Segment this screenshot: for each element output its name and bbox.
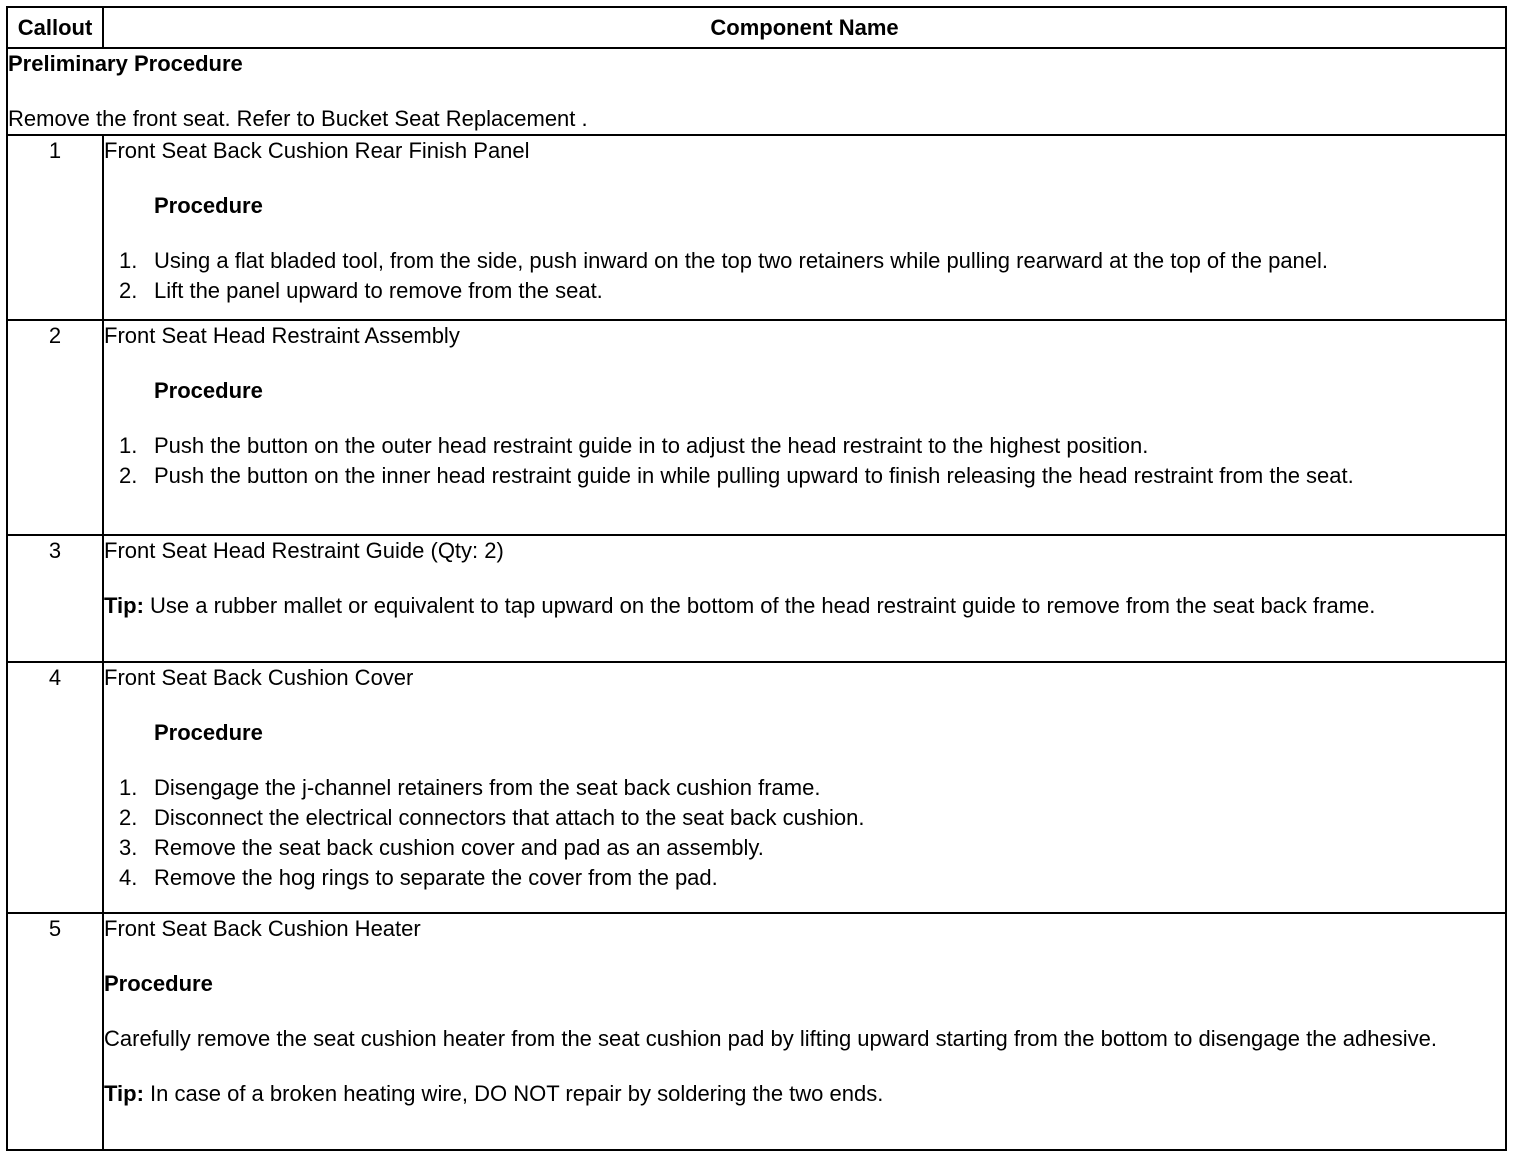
step-text: Push the button on the outer head restraint guide in to adjust the head restraint to the highest position. <box>154 433 1149 458</box>
list-item <box>104 833 1505 863</box>
step-text: Lift the panel upward to remove from the seat. <box>154 278 603 303</box>
list-item <box>104 773 1505 803</box>
table-row <box>7 535 1506 662</box>
step-list <box>104 431 1505 491</box>
component-cell <box>103 135 1506 320</box>
step-number: 2. <box>119 463 138 488</box>
step-text: Remove the seat back cushion cover and pad as an assembly. <box>154 835 764 860</box>
tip-label: Tip: <box>104 1081 144 1106</box>
step-number: 1. <box>119 775 138 800</box>
step-list <box>104 773 1505 893</box>
step-number: 4. <box>119 865 138 890</box>
list-item <box>104 431 1505 461</box>
component-name: Front Seat Back Cushion Cover <box>104 665 414 690</box>
tip-note <box>104 1079 1505 1109</box>
component-name: Front Seat Back Cushion Rear Finish Panel <box>104 138 530 163</box>
step-text: Disengage the j-channel retainers from the seat back cushion frame. <box>154 775 821 800</box>
component-cell <box>103 662 1506 913</box>
preliminary-cell <box>7 48 1506 135</box>
procedure-text: Carefully remove the seat cushion heater from the seat cushion pad by lifting upward starting from the bottom to disengage the adhesive. <box>104 1026 1437 1051</box>
callout-number: 1 <box>7 135 103 320</box>
tip-text: Use a rubber mallet or equivalent to tap upward on the bottom of the head restraint guide to remove from the seat back frame. <box>143 593 1376 618</box>
callout-number: 5 <box>7 913 103 1150</box>
step-text: Using a flat bladed tool, from the side, push inward on the top two retainers while pulling rearward at the top of the panel. <box>154 248 1329 273</box>
tip-label: Tip: <box>104 593 144 618</box>
component-name: Front Seat Head Restraint Guide (Qty: 2) <box>104 538 504 563</box>
tip-note <box>104 591 1505 621</box>
component-name-header: Component Name <box>103 7 1506 48</box>
preliminary-text: Remove the front seat. Refer to Bucket Seat Replacement . <box>8 106 588 131</box>
list-item <box>104 276 1505 306</box>
step-number: 1. <box>119 248 138 273</box>
step-number: 1. <box>119 433 138 458</box>
preliminary-row <box>7 48 1506 135</box>
callout-number: 3 <box>7 535 103 662</box>
step-number: 3. <box>119 835 138 860</box>
header-row <box>7 7 1506 48</box>
component-name: Front Seat Back Cushion Heater <box>104 916 421 941</box>
step-text: Push the button on the inner head restraint guide in while pulling upward to finish releasing the head restraint from the seat. <box>154 463 1354 488</box>
list-item <box>104 461 1505 491</box>
procedure-label: Procedure <box>154 378 263 403</box>
tip-text: In case of a broken heating wire, DO NOT repair by soldering the two ends. <box>143 1081 884 1106</box>
step-number: 2. <box>119 805 138 830</box>
table-row <box>7 662 1506 913</box>
step-text: Disconnect the electrical connectors that attach to the seat back cushion. <box>154 805 865 830</box>
component-cell <box>103 320 1506 535</box>
component-name: Front Seat Head Restraint Assembly <box>104 323 460 348</box>
callout-header: Callout <box>7 7 103 48</box>
table-row <box>7 320 1506 535</box>
procedure-label: Procedure <box>154 720 263 745</box>
list-item <box>104 863 1505 893</box>
table-row <box>7 913 1506 1150</box>
component-cell <box>103 535 1506 662</box>
list-item <box>104 803 1505 833</box>
step-list <box>104 246 1505 306</box>
step-number: 2. <box>119 278 138 303</box>
step-text: Remove the hog rings to separate the cover from the pad. <box>154 865 718 890</box>
list-item <box>104 246 1505 276</box>
component-cell <box>103 913 1506 1150</box>
component-table <box>6 6 1507 1151</box>
callout-number: 2 <box>7 320 103 535</box>
callout-number: 4 <box>7 662 103 913</box>
procedure-label: Procedure <box>104 971 213 996</box>
table-row <box>7 135 1506 320</box>
preliminary-title: Preliminary Procedure <box>8 51 243 76</box>
procedure-label: Procedure <box>154 193 263 218</box>
